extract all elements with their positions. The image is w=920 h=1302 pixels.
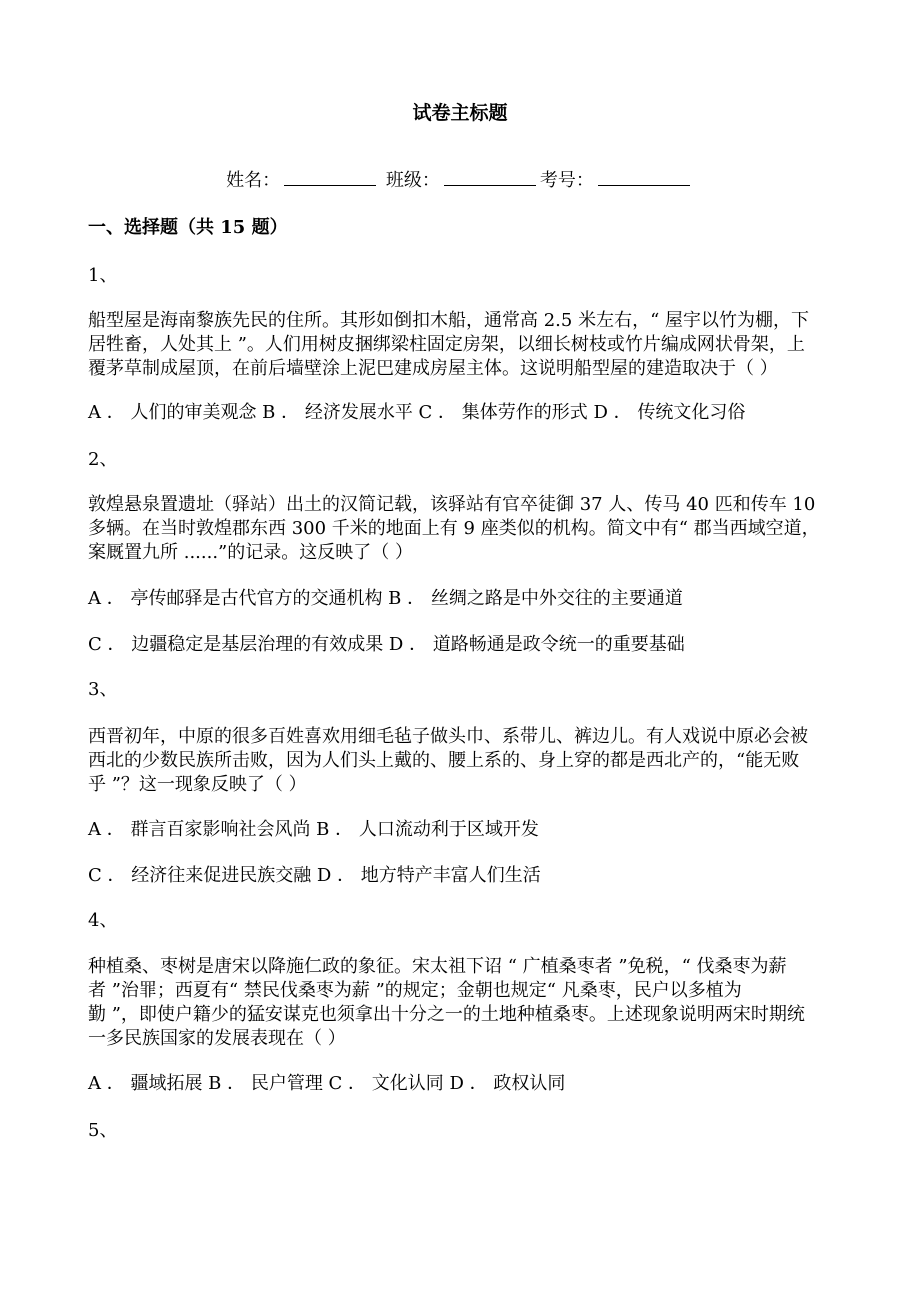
stem-line: 西晋初年，中原的很多百姓喜欢用细毛毡子做头巾、系带儿、裤边儿。有人戏说中原必会被 bbox=[88, 726, 808, 747]
answer-options[interactable]: A ． 人们的审美观念 B ． 经济发展水平 C ． 集体劳作的形式 D ． 传统文化习俗 bbox=[88, 402, 746, 423]
stem-line: 居牲畜，人处其上 ”。人们用树皮捆绑梁柱固定房架，以细长树枝或竹片编成网状骨架，上 bbox=[88, 334, 805, 355]
number-blank[interactable] bbox=[598, 169, 690, 186]
class-label: 班级： bbox=[385, 170, 440, 191]
stem-line: 者 ”治罪；西夏有“ 禁民伐桑枣为薪 ”的规定；金朝也规定“ 凡桑枣，民户以多植为 bbox=[88, 980, 742, 1001]
question-number: 5、 bbox=[88, 1120, 118, 1141]
question-number: 1、 bbox=[88, 265, 118, 286]
answer-options[interactable]: C ． 经济往来促进民族交融 D ． 地方特产丰富人们生活 bbox=[88, 865, 541, 886]
stem-line: 覆茅草制成屋顶，在前后墙壁涂上泥巴建成房屋主体。这说明船型屋的建造取决于（ ） bbox=[88, 358, 778, 379]
stem-line: 乎 ”？这一现象反映了（ ） bbox=[88, 774, 307, 795]
stem-line: 多辆。在当时敦煌郡东西 300 千米的地面上有 9 座类似的机构。简文中有“ 郡当西域空道， bbox=[88, 518, 820, 539]
page-title: 试卷主标题 bbox=[412, 102, 508, 124]
question-number: 3、 bbox=[88, 679, 118, 700]
name-label: 姓名： bbox=[226, 170, 281, 191]
stem-line: 案厩置九所 ......”的记录。这反映了（ ） bbox=[88, 542, 413, 563]
question-number: 4、 bbox=[88, 910, 118, 931]
number-label: 考号： bbox=[539, 170, 594, 191]
class-blank[interactable] bbox=[444, 169, 536, 186]
answer-options[interactable]: A ． 亭传邮驿是古代官方的交通机构 B ． 丝绸之路是中外交往的主要通道 bbox=[88, 588, 683, 609]
stem-line: 船型屋是海南黎族先民的住所。其形如倒扣木船，通常高 2.5 米左右，“ 屋宇以竹为棚，下 bbox=[88, 310, 809, 331]
question-number: 2、 bbox=[88, 449, 118, 470]
stem-line: 种植桑、枣树是唐宋以降施仁政的象征。宋太祖下诏 “ 广植桑枣者 ”免税，“ 伐桑枣为薪 bbox=[88, 956, 787, 977]
question-stem bbox=[88, 493, 820, 565]
stem-line: 敦煌悬泉置遗址（驿站）出土的汉简记载，该驿站有官卒徒御 37 人、传马 40 匹和传车 10 bbox=[88, 494, 816, 515]
answer-options[interactable]: A ． 群言百家影响社会风尚 B ． 人口流动利于区域开发 bbox=[88, 819, 539, 840]
question-stem bbox=[88, 955, 805, 1051]
student-info bbox=[0, 169, 920, 193]
question-stem bbox=[88, 725, 808, 797]
section-heading: 一、选择题（共 15 题） bbox=[88, 217, 288, 238]
answer-options[interactable]: A ． 疆域拓展 B ． 民户管理 C ． 文化认同 D ． 政权认同 bbox=[88, 1073, 566, 1094]
question-stem bbox=[88, 309, 809, 381]
answer-options[interactable]: C ． 边疆稳定是基层治理的有效成果 D ． 道路畅通是政令统一的重要基础 bbox=[88, 634, 685, 655]
stem-line: 西北的少数民族所击败，因为人们头上戴的、腰上系的、身上穿的都是西北产的，“能无败 bbox=[88, 750, 800, 771]
stem-line: 一多民族国家的发展表现在（ ） bbox=[88, 1028, 346, 1049]
name-blank[interactable] bbox=[284, 169, 376, 186]
stem-line: 勤 ”，即使户籍少的猛安谋克也须拿出十分之一的土地种植桑枣。上述现象说明两宋时期统 bbox=[88, 1004, 805, 1025]
